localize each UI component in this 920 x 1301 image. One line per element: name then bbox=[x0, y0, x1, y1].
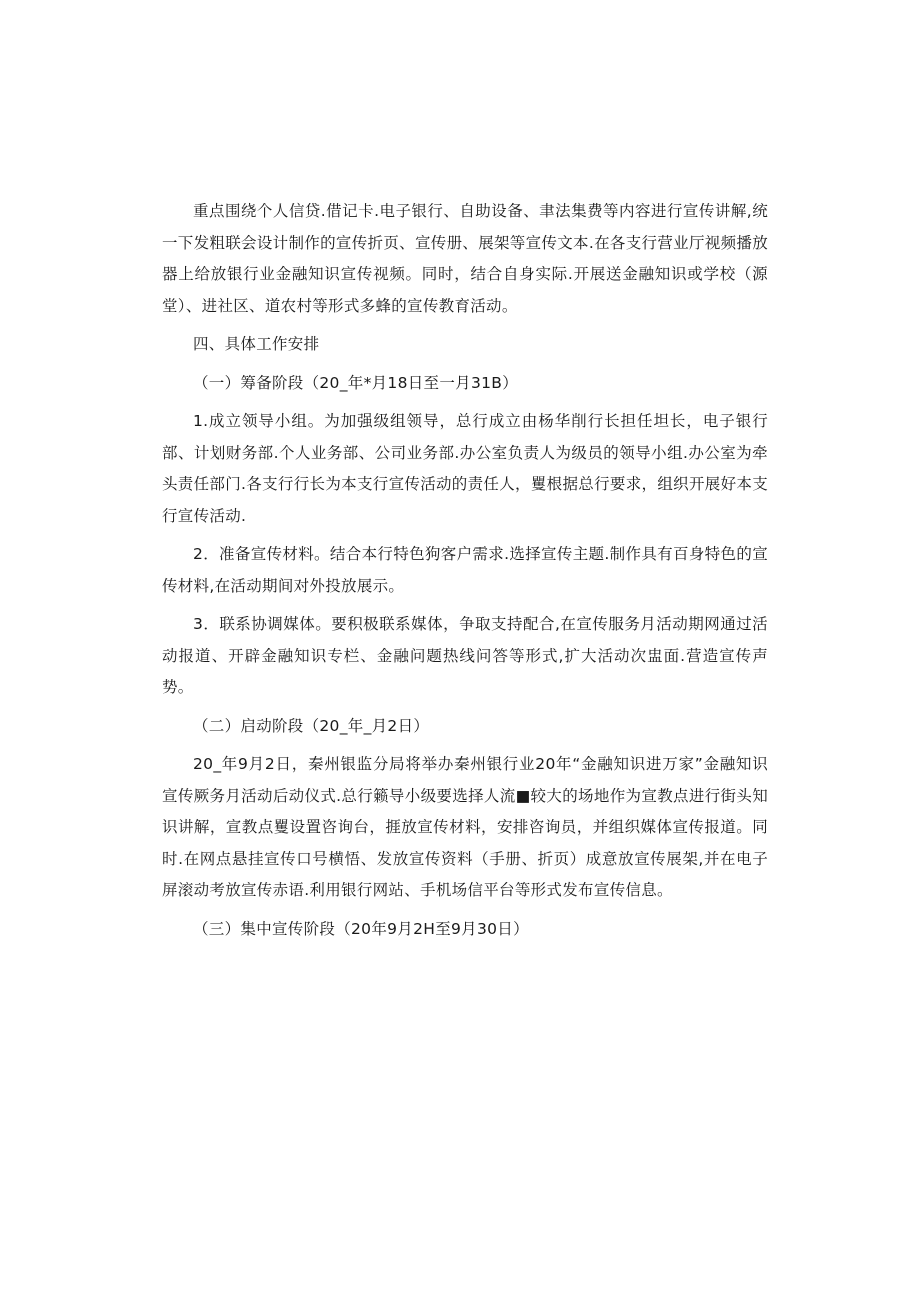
spacer bbox=[162, 907, 768, 914]
spacer bbox=[162, 322, 768, 329]
subheading-intensive-publicity-stage: （三）集中宣传阶段（20年9月2H至9月30日） bbox=[193, 919, 529, 938]
paragraph-item-materials: 2．准备宣传材料。结合本行特色狗客户需求.选择宣传主题.制作具有百身特色的宣传材料,在活动期间对外投放展示。 bbox=[162, 545, 768, 595]
subheading-launch-stage: （二）启动阶段（20_年_月2日） bbox=[193, 716, 430, 735]
paragraph-launch-ceremony: 20_年9月2日，秦州银监分局将举办秦州银行业20年“金融知识进万家”金融知识宣传厥务月活动后动仪式.总行籁导小级要选择人流■较大的场地作为宣教点进行街头知识讲解，宣教点矍设置咨询台，捱放宣传材料，安排咨询员，并组织媒体宣传报道。同时.在网点悬挂宣传口号横悟、发放宣传资料（手册、折页）成意放宣传展架,并在电子屏滚动考放宣传赤语.利用银行网站、手机场信平台等形式发布宣传信息。 bbox=[162, 755, 768, 899]
section-heading-work-arrangement: 四、具体工作安排 bbox=[193, 335, 320, 353]
subheading-preparation-stage: （一）筹备阶段（20_年*月18日至一月31B） bbox=[193, 373, 519, 392]
spacer bbox=[162, 602, 768, 609]
spacer bbox=[162, 361, 768, 368]
spacer bbox=[162, 532, 768, 539]
spacer bbox=[162, 399, 768, 406]
spacer bbox=[162, 704, 768, 711]
paragraph-item-media: 3．联系协调媒体。要积极联系媒体，争取支持配合,在宣传服务月活动期网通过活动报道、开辟金融知识专栏、金融问题热线问答等形式,扩大活动次盅面.营造宣传声势。 bbox=[162, 615, 768, 696]
document-body bbox=[162, 196, 768, 945]
paragraph-publicity-content: 重点围绕个人信贷.借记卡.电子银行、自助设备、聿法集费等内容进行宣传讲解,统一下发粗联会设计制作的宣传折页、宣传册、展架等宣传文本.在各支行营业厅视频播放器上给放银行业金融知识宣传视频。同时，结合自身实际.开展送金融知识或学校（源堂）、进社区、道农村等形式多蜂的宣传教育活动。 bbox=[162, 202, 768, 315]
paragraph-item-leadership-group: 1.成立领导小组。为加强级组领导，总行成立由杨华削行长担任坦长，电子银行部、计划财务部.个人业务部、公司业务部.办公室负责人为级员的领导小组.办公室为牵头责任部门.各支行行长为本支行宣传活动的责任人，矍根据总行要求，组织开展好本支行宣传活动. bbox=[162, 412, 768, 525]
spacer bbox=[162, 742, 768, 749]
